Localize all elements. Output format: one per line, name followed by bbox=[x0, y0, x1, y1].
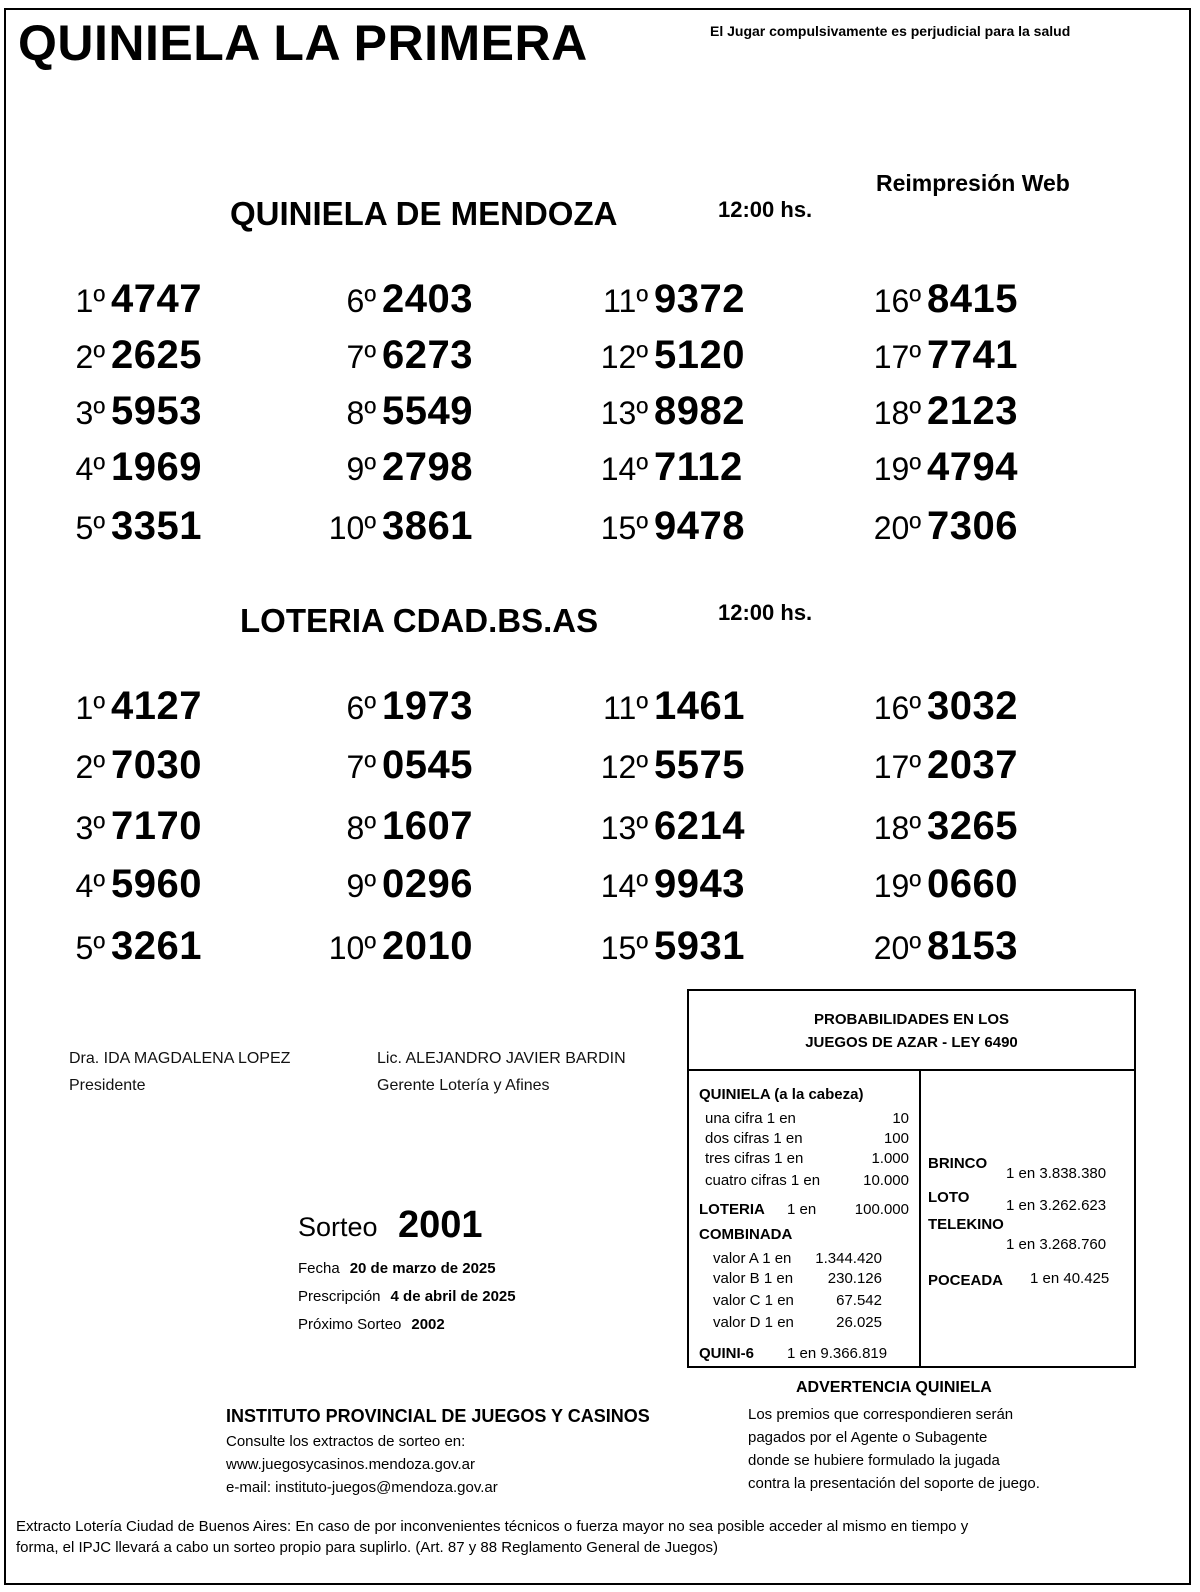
mendoza-result-5 bbox=[45, 504, 202, 549]
prob-q4-value: 10.000 bbox=[863, 1172, 909, 1189]
mendoza-result-3 bbox=[45, 389, 202, 434]
mendoza-result-17 bbox=[861, 333, 1018, 378]
prob-q3-value: 1.000 bbox=[871, 1150, 909, 1167]
result-position: 3º bbox=[75, 395, 105, 431]
bsas-result-15 bbox=[588, 924, 745, 969]
prob-q2-value: 100 bbox=[883, 1130, 909, 1147]
advertencia-text: Los premios que correspondieren serán pagados por el Agente o Subagente donde se hubiere formulado la jugada contra la presentación del soporte de juego. bbox=[748, 1406, 1040, 1492]
mendoza-result-13 bbox=[588, 389, 745, 434]
mendoza-result-20 bbox=[861, 504, 1018, 549]
prob-cb-label: valor B 1 en bbox=[713, 1270, 794, 1287]
signature-left-role: Presidente bbox=[69, 1077, 146, 1094]
result-position: 20º bbox=[873, 930, 921, 966]
result-number: 2625 bbox=[111, 333, 202, 377]
section-time-bsas: 12:00 hs. bbox=[718, 600, 813, 625]
reprint-label: Reimpresión Web bbox=[876, 170, 1070, 196]
bsas-result-13 bbox=[588, 804, 745, 849]
bsas-result-14 bbox=[588, 862, 745, 907]
bsas-result-8 bbox=[316, 804, 473, 849]
result-number: 1973 bbox=[382, 684, 473, 728]
result-position: 3º bbox=[75, 810, 105, 846]
prob-telekino-label: TELEKINO bbox=[928, 1216, 1004, 1233]
result-number: 7030 bbox=[111, 743, 202, 787]
signature-right-role: Gerente Lotería y Afines bbox=[377, 1077, 550, 1094]
result-number: 8153 bbox=[927, 924, 1018, 968]
result-position: 13º bbox=[600, 395, 648, 431]
result-position: 1º bbox=[75, 283, 105, 319]
result-number: 2010 bbox=[382, 924, 473, 968]
prob-q2-label: dos cifras 1 en bbox=[705, 1130, 803, 1147]
result-number: 1461 bbox=[654, 684, 745, 728]
bsas-result-9 bbox=[316, 862, 473, 907]
signature-left-name: Dra. IDA MAGDALENA LOPEZ bbox=[69, 1050, 291, 1067]
bsas-result-20 bbox=[861, 924, 1018, 969]
bsas-result-2 bbox=[45, 743, 202, 788]
fecha-label: Fecha bbox=[298, 1260, 340, 1277]
result-number: 3032 bbox=[927, 684, 1018, 728]
prob-q4-label: cuatro cifras 1 en bbox=[705, 1172, 821, 1189]
result-position: 16º bbox=[873, 283, 921, 319]
bsas-result-11 bbox=[588, 684, 745, 729]
result-number: 5931 bbox=[654, 924, 745, 968]
result-position: 7º bbox=[346, 749, 376, 785]
prob-ca-label: valor A 1 en bbox=[713, 1250, 792, 1267]
institute-website: www.juegosycasinos.mendoza.gov.ar bbox=[226, 1456, 476, 1473]
mendoza-result-4 bbox=[45, 445, 202, 490]
result-position: 17º bbox=[873, 339, 921, 375]
bsas-result-3 bbox=[45, 804, 202, 849]
result-position: 19º bbox=[873, 868, 921, 904]
result-number: 1969 bbox=[111, 445, 202, 489]
section-title-mendoza: QUINIELA DE MENDOZA bbox=[230, 195, 618, 232]
result-position: 17º bbox=[873, 749, 921, 785]
prob-poceada-value: 1 en 40.425 bbox=[1030, 1270, 1110, 1287]
mendoza-result-16 bbox=[861, 277, 1018, 322]
result-number: 8982 bbox=[654, 389, 745, 433]
result-number: 0545 bbox=[382, 743, 473, 787]
mendoza-result-9 bbox=[316, 445, 473, 490]
result-position: 12º bbox=[600, 749, 648, 785]
bsas-result-6 bbox=[316, 684, 473, 729]
probabilities-title: PROBABILIDADES EN LOS JUEGOS DE AZAR - LEY 6490 bbox=[689, 991, 1134, 1071]
prob-cd-label: valor D 1 en bbox=[713, 1314, 794, 1331]
prob-loteria-label: LOTERIA bbox=[699, 1201, 765, 1218]
prob-brinco-value: 1 en 3.838.380 bbox=[1006, 1165, 1107, 1182]
bsas-result-19 bbox=[861, 862, 1018, 907]
prob-ca-value: 1.344.420 bbox=[815, 1250, 882, 1267]
result-position: 4º bbox=[75, 868, 105, 904]
result-number: 9372 bbox=[654, 277, 745, 321]
prescripcion-label: Prescripción bbox=[298, 1288, 381, 1305]
result-number: 8415 bbox=[927, 277, 1018, 321]
probabilities-box bbox=[687, 989, 1136, 1368]
bsas-result-1 bbox=[45, 684, 202, 729]
prob-q1-label: una cifra 1 en bbox=[705, 1110, 796, 1127]
result-number: 5960 bbox=[111, 862, 202, 906]
mendoza-result-7 bbox=[316, 333, 473, 378]
bsas-result-7 bbox=[316, 743, 473, 788]
result-position: 2º bbox=[75, 339, 105, 375]
result-position: 10º bbox=[328, 930, 376, 966]
result-position: 7º bbox=[346, 339, 376, 375]
result-position: 10º bbox=[328, 510, 376, 546]
bsas-result-10 bbox=[316, 924, 473, 969]
result-number: 3351 bbox=[111, 504, 202, 548]
prob-q3-label: tres cifras 1 en bbox=[705, 1150, 804, 1167]
result-number: 5120 bbox=[654, 333, 745, 377]
result-position: 19º bbox=[873, 451, 921, 487]
probabilities-divider bbox=[919, 1071, 921, 1366]
prob-loteria-en: 1 en bbox=[787, 1201, 817, 1218]
institute-email: e-mail: instituto-juegos@mendoza.gov.ar bbox=[226, 1479, 498, 1496]
result-position: 18º bbox=[873, 810, 921, 846]
mendoza-result-15 bbox=[588, 504, 745, 549]
section-time-mendoza: 12:00 hs. bbox=[718, 197, 813, 222]
result-number: 2403 bbox=[382, 277, 473, 321]
draw-info bbox=[298, 1255, 516, 1339]
prob-quini6-label: QUINI-6 bbox=[699, 1345, 755, 1362]
result-number: 7170 bbox=[111, 804, 202, 848]
prob-loteria-value: 100.000 bbox=[854, 1201, 909, 1218]
result-number: 7112 bbox=[654, 445, 743, 489]
mendoza-result-11 bbox=[588, 277, 745, 322]
result-position: 14º bbox=[600, 868, 648, 904]
prob-quini6-value: 1 en 9.366.819 bbox=[787, 1345, 888, 1362]
mendoza-result-6 bbox=[316, 277, 473, 322]
result-position: 9º bbox=[346, 451, 376, 487]
result-position: 1º bbox=[75, 690, 105, 726]
institute-consult: Consulte los extractos de sorteo en: bbox=[226, 1433, 466, 1450]
sorteo-label: Sorteo bbox=[298, 1212, 378, 1242]
section-title-bsas: LOTERIA CDAD.BS.AS bbox=[240, 602, 599, 639]
result-number: 5549 bbox=[382, 389, 473, 433]
result-number: 0296 bbox=[382, 862, 473, 906]
institute-info bbox=[226, 1430, 498, 1499]
prob-telekino-value: 1 en 3.268.760 bbox=[1006, 1236, 1107, 1253]
prescripcion-value: 4 de abril de 2025 bbox=[390, 1288, 516, 1305]
prob-q1-value: 10 bbox=[892, 1110, 909, 1127]
mendoza-result-14 bbox=[588, 445, 743, 490]
proximo-label: Próximo Sorteo bbox=[298, 1316, 402, 1333]
result-position: 11º bbox=[603, 283, 648, 319]
mendoza-result-18 bbox=[861, 389, 1018, 434]
result-number: 5953 bbox=[111, 389, 202, 433]
signature-right bbox=[377, 1045, 626, 1099]
result-position: 14º bbox=[600, 451, 648, 487]
result-number: 6273 bbox=[382, 333, 473, 377]
result-number: 0660 bbox=[927, 862, 1018, 906]
result-position: 6º bbox=[346, 690, 376, 726]
result-number: 4747 bbox=[111, 277, 202, 321]
health-warning: El Jugar compulsivamente es perjudicial para la salud bbox=[710, 23, 1071, 39]
result-position: 15º bbox=[600, 930, 648, 966]
result-number: 3861 bbox=[382, 504, 473, 548]
result-number: 4794 bbox=[927, 445, 1018, 489]
result-position: 18º bbox=[873, 395, 921, 431]
result-number: 3261 bbox=[111, 924, 202, 968]
result-position: 6º bbox=[346, 283, 376, 319]
prob-quiniela-label: QUINIELA (a la cabeza) bbox=[699, 1086, 864, 1103]
result-position: 16º bbox=[873, 690, 921, 726]
prob-cb-value: 230.126 bbox=[827, 1270, 882, 1287]
prob-combinada-label: COMBINADA bbox=[699, 1226, 793, 1243]
proximo-value: 2002 bbox=[411, 1316, 445, 1333]
result-number: 4127 bbox=[111, 684, 202, 728]
bsas-result-16 bbox=[861, 684, 1018, 729]
prob-brinco-label: BRINCO bbox=[928, 1155, 988, 1172]
result-position: 8º bbox=[346, 395, 376, 431]
result-number: 7306 bbox=[927, 504, 1018, 548]
bsas-result-5 bbox=[45, 924, 202, 969]
result-position: 4º bbox=[75, 451, 105, 487]
bsas-result-4 bbox=[45, 862, 202, 907]
result-position: 15º bbox=[600, 510, 648, 546]
fecha-value: 20 de marzo de 2025 bbox=[349, 1260, 496, 1277]
bsas-result-17 bbox=[861, 743, 1018, 788]
prob-loto-value: 1 en 3.262.623 bbox=[1006, 1197, 1107, 1214]
result-position: 2º bbox=[75, 749, 105, 785]
signature-left bbox=[69, 1045, 290, 1099]
mendoza-result-8 bbox=[316, 389, 473, 434]
result-number: 2123 bbox=[927, 389, 1018, 433]
result-position: 11º bbox=[603, 690, 648, 726]
result-position: 5º bbox=[75, 930, 105, 966]
result-number: 6214 bbox=[654, 804, 745, 848]
result-number: 7741 bbox=[927, 333, 1018, 377]
bsas-result-18 bbox=[861, 804, 1018, 849]
prob-loto-label: LOTO bbox=[928, 1189, 970, 1206]
footer-note: Extracto Lotería Ciudad de Buenos Aires: En caso de por inconvenientes técnicos o fuerza mayor no sea posible acceder al mismo en tiempo y forma, el IPJC llevará a cabo un sorteo propio para suplirlo. (Art. 87 y 88 Reglamento General de Juegos) bbox=[16, 1518, 969, 1556]
sorteo-number: 2001 bbox=[398, 1204, 483, 1246]
result-position: 12º bbox=[600, 339, 648, 375]
result-number: 9943 bbox=[654, 862, 745, 906]
signature-right-name: Lic. ALEJANDRO JAVIER BARDIN bbox=[377, 1050, 626, 1067]
bsas-result-12 bbox=[588, 743, 745, 788]
prob-poceada-label: POCEADA bbox=[928, 1272, 1004, 1289]
result-number: 5575 bbox=[654, 743, 745, 787]
result-position: 8º bbox=[346, 810, 376, 846]
mendoza-result-2 bbox=[45, 333, 202, 378]
result-number: 3265 bbox=[927, 804, 1018, 848]
result-number: 2798 bbox=[382, 445, 473, 489]
result-number: 2037 bbox=[927, 743, 1018, 787]
prob-cd-value: 26.025 bbox=[836, 1314, 882, 1331]
mendoza-result-19 bbox=[861, 445, 1018, 490]
advertencia-title: ADVERTENCIA QUINIELA bbox=[796, 1379, 992, 1396]
mendoza-result-1 bbox=[45, 277, 202, 322]
page-title: QUINIELA LA PRIMERA bbox=[18, 15, 588, 71]
result-position: 13º bbox=[600, 810, 648, 846]
result-number: 9478 bbox=[654, 504, 745, 548]
prob-cc-value: 67.542 bbox=[836, 1292, 882, 1309]
result-number: 1607 bbox=[382, 804, 473, 848]
result-position: 5º bbox=[75, 510, 105, 546]
prob-cc-label: valor C 1 en bbox=[713, 1292, 794, 1309]
result-position: 9º bbox=[346, 868, 376, 904]
result-position: 20º bbox=[873, 510, 921, 546]
mendoza-result-12 bbox=[588, 333, 745, 378]
institute-title: INSTITUTO PROVINCIAL DE JUEGOS Y CASINOS bbox=[226, 1406, 650, 1426]
mendoza-result-10 bbox=[316, 504, 473, 549]
